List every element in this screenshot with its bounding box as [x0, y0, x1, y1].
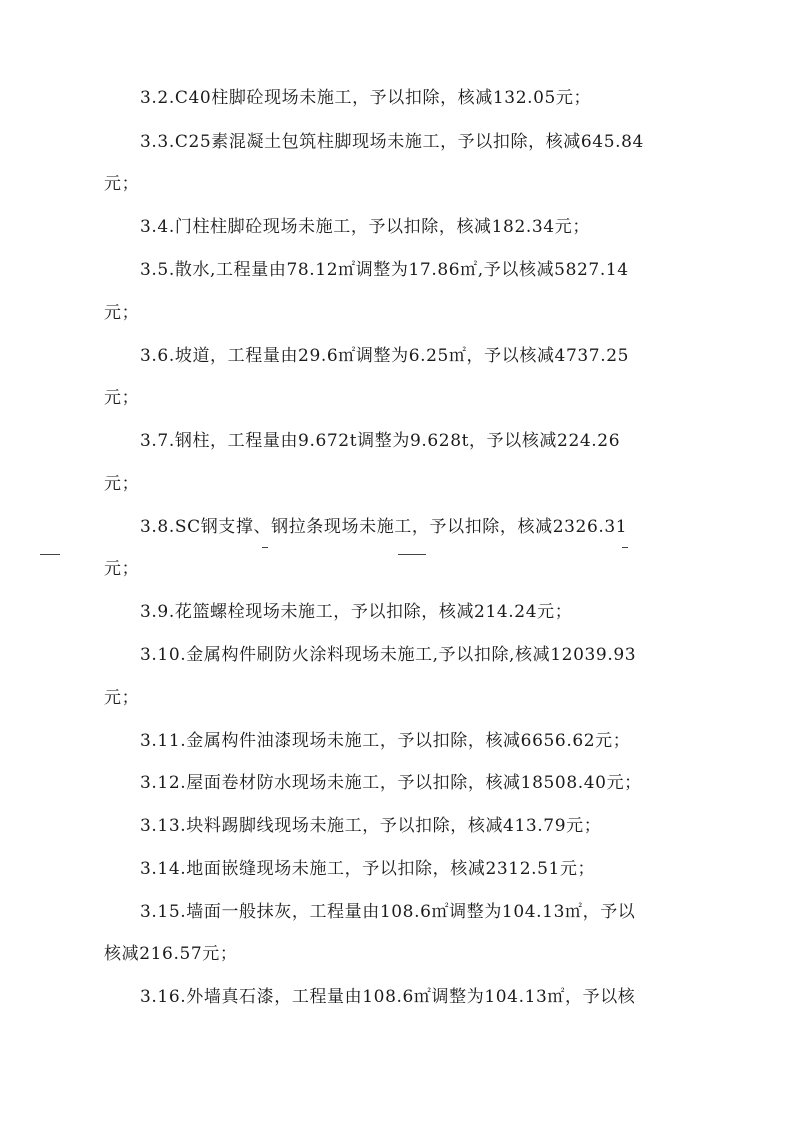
item-3-5: 3.5.散水,工程量由78.12㎡调整为17.86㎡,予以核减5827.14	[140, 260, 629, 280]
scan-mark-mid-2	[398, 554, 426, 555]
item-3-5-cont: 元；	[104, 303, 140, 323]
item-3-11: 3.11.金属构件油漆现场未施工，予以扣除，核减6656.62元；	[140, 731, 631, 751]
scan-mark-mid-1	[262, 547, 268, 548]
item-3-6: 3.6.坡道，工程量由29.6㎡调整为6.25㎡，予以核减4737.25	[140, 346, 630, 366]
item-3-16: 3.16.外墙真石漆，工程量由108.6㎡调整为104.13㎡，予以核	[140, 987, 636, 1007]
item-3-15: 3.15.墙面一般抹灰，工程量由108.6㎡调整为104.13㎡，予以	[140, 902, 636, 922]
item-3-8: 3.8.SC钢支撑、钢拉条现场未施工，予以扣除，核减2326.31	[140, 517, 628, 537]
item-3-6-cont: 元；	[104, 388, 140, 408]
item-3-12: 3.12.屋面卷材防水现场未施工，予以扣除，核减18508.40元；	[140, 773, 642, 793]
item-3-9: 3.9.花篮螺栓现场未施工，予以扣除，核减214.24元；	[140, 602, 573, 622]
item-3-7-cont: 元；	[104, 474, 140, 494]
item-3-3: 3.3.C25素混凝土包筑柱脚现场未施工，予以扣除，核减645.84	[140, 132, 644, 152]
item-3-2: 3.2.C40柱脚砼现场未施工，予以扣除，核减132.05元；	[140, 88, 592, 108]
scan-mark-right	[622, 547, 628, 548]
item-3-13: 3.13.块料踢脚线现场未施工，予以扣除，核减413.79元；	[140, 816, 602, 836]
item-3-10: 3.10.金属构件刷防火涂料现场未施工,予以扣除,核减12039.93	[140, 645, 637, 665]
item-3-3-cont: 元；	[104, 174, 140, 194]
item-3-14: 3.14.地面嵌缝现场未施工，予以扣除，核减2312.51元；	[140, 859, 596, 879]
item-3-4: 3.4.门柱柱脚砼现场未施工，予以扣除，核减182.34元；	[140, 217, 590, 237]
item-3-8-cont: 元；	[104, 559, 140, 579]
item-3-15-cont: 核减216.57元；	[104, 944, 238, 964]
item-3-10-cont: 元；	[104, 688, 140, 708]
scan-mark-left	[40, 554, 60, 555]
item-3-7: 3.7.钢柱，工程量由9.672t调整为9.628t，予以核减224.26	[140, 431, 621, 451]
